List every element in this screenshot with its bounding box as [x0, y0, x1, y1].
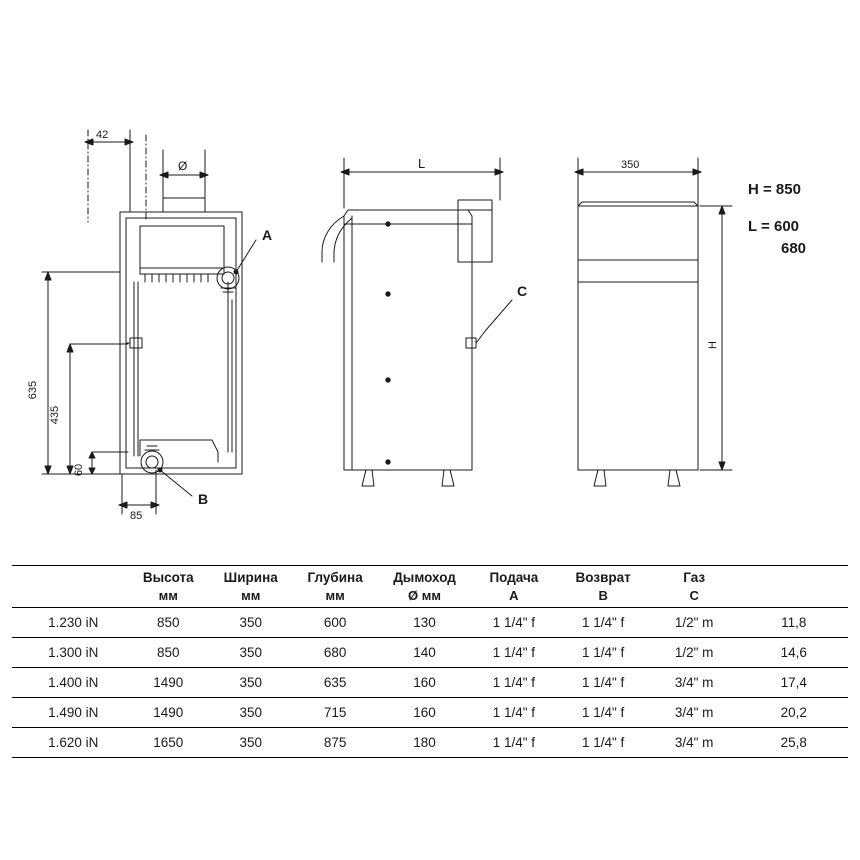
- table-header: [12, 566, 848, 608]
- cell-gas: 3/4" m: [674, 675, 714, 690]
- cell-height: 850: [157, 615, 180, 630]
- table-body: [12, 608, 848, 758]
- cell-height: 1490: [153, 675, 184, 690]
- header-unit-model: [12, 588, 127, 608]
- cell-supply: 1 1/4" f: [492, 615, 536, 630]
- cell-width: 350: [239, 645, 262, 660]
- spec-note-length-alt: 680: [781, 240, 807, 257]
- header-width: Ширина: [223, 570, 278, 585]
- dimension-label-60: 60: [73, 463, 85, 477]
- cell-depth: 875: [323, 735, 347, 750]
- header-flue: Дымоход: [393, 570, 456, 585]
- cell-supply: 1 1/4" f: [492, 645, 536, 660]
- cell-supply: 1 1/4" f: [492, 735, 536, 750]
- dimension-label-H: H: [707, 341, 719, 349]
- cell-gas: 3/4" m: [674, 705, 714, 720]
- table-header-row-units: [12, 588, 848, 608]
- cell-height: 850: [157, 645, 180, 660]
- table-row: [12, 728, 848, 758]
- header-return: Возврат: [575, 570, 631, 585]
- cell-flue: 160: [413, 705, 436, 720]
- cell-gas: 3/4" m: [674, 735, 714, 750]
- cell-extra: 20,2: [780, 705, 807, 720]
- cell-extra: 14,6: [780, 645, 807, 660]
- header-depth: Глубина: [307, 570, 363, 585]
- cell-supply: 1 1/4" f: [492, 705, 536, 720]
- dimension-label-L: L: [418, 156, 426, 171]
- dimension-label-85: 85: [130, 510, 143, 522]
- cell-height: 1490: [153, 705, 184, 720]
- header-supply: Подача: [489, 570, 539, 585]
- cell-return: 1 1/4" f: [581, 645, 625, 660]
- cell-supply: 1 1/4" f: [492, 675, 536, 690]
- rear-view: [575, 158, 732, 486]
- header-height: Высота: [142, 570, 194, 585]
- callout-label-a: A: [262, 227, 273, 243]
- spec-note-height: H = 850: [748, 181, 801, 198]
- cell-extra: 25,8: [780, 735, 807, 750]
- cell-depth: 715: [323, 705, 347, 720]
- header-unit-width: мм: [241, 588, 261, 603]
- cell-flue: 160: [413, 675, 436, 690]
- header-gas: Газ: [683, 570, 706, 585]
- cell-depth: 635: [323, 675, 347, 690]
- dimension-label-635: 635: [27, 380, 39, 400]
- header-unit-gas: С: [689, 588, 699, 603]
- cell-model: 1.300 iN: [48, 645, 99, 660]
- dimension-label-42: 42: [96, 129, 109, 141]
- dimension-label-diameter: Ø: [178, 159, 188, 173]
- cell-model: 1.230 iN: [48, 615, 99, 630]
- table-row: [12, 698, 848, 728]
- specifications-table-container: [12, 565, 848, 758]
- cell-return: 1 1/4" f: [581, 705, 625, 720]
- table-row: [12, 668, 848, 698]
- table-header-row-title: [12, 566, 848, 589]
- table-row: [12, 608, 848, 638]
- cell-model: 1.400 iN: [48, 675, 99, 690]
- table-row: [12, 638, 848, 668]
- front-section-view: [42, 130, 256, 514]
- cell-flue: 130: [413, 615, 436, 630]
- dimension-label-435: 435: [49, 405, 61, 425]
- cell-width: 350: [239, 705, 262, 720]
- header-extra: [740, 566, 849, 589]
- header-unit-depth: мм: [325, 588, 345, 603]
- cell-model: 1.620 iN: [48, 735, 99, 750]
- cell-height: 1650: [153, 735, 184, 750]
- cell-flue: 180: [413, 735, 436, 750]
- header-unit-extra: [740, 588, 849, 608]
- cell-extra: 17,4: [780, 675, 807, 690]
- cell-return: 1 1/4" f: [581, 735, 625, 750]
- cell-width: 350: [239, 615, 262, 630]
- cell-depth: 680: [323, 645, 347, 660]
- cell-extra: 11,8: [781, 615, 807, 630]
- spec-note-length: L = 600: [748, 218, 800, 235]
- side-view: [322, 158, 512, 486]
- header-unit-return: В: [598, 588, 608, 603]
- callout-label-c: C: [517, 283, 528, 299]
- cell-flue: 140: [413, 645, 436, 660]
- cell-width: 350: [239, 735, 262, 750]
- cell-gas: 1/2" m: [674, 615, 714, 630]
- header-unit-height: мм: [158, 588, 178, 603]
- cell-return: 1 1/4" f: [581, 675, 625, 690]
- cell-depth: 600: [323, 615, 347, 630]
- cell-return: 1 1/4" f: [581, 615, 625, 630]
- cell-gas: 1/2" m: [674, 645, 714, 660]
- specifications-table: [12, 565, 848, 758]
- dimension-label-350: 350: [621, 159, 640, 171]
- callout-label-b: B: [198, 491, 209, 507]
- cell-width: 350: [239, 675, 262, 690]
- cell-model: 1.490 iN: [48, 705, 99, 720]
- header-unit-supply: А: [509, 588, 519, 603]
- header-model: [12, 566, 127, 589]
- header-unit-flue: Ø мм: [408, 588, 442, 603]
